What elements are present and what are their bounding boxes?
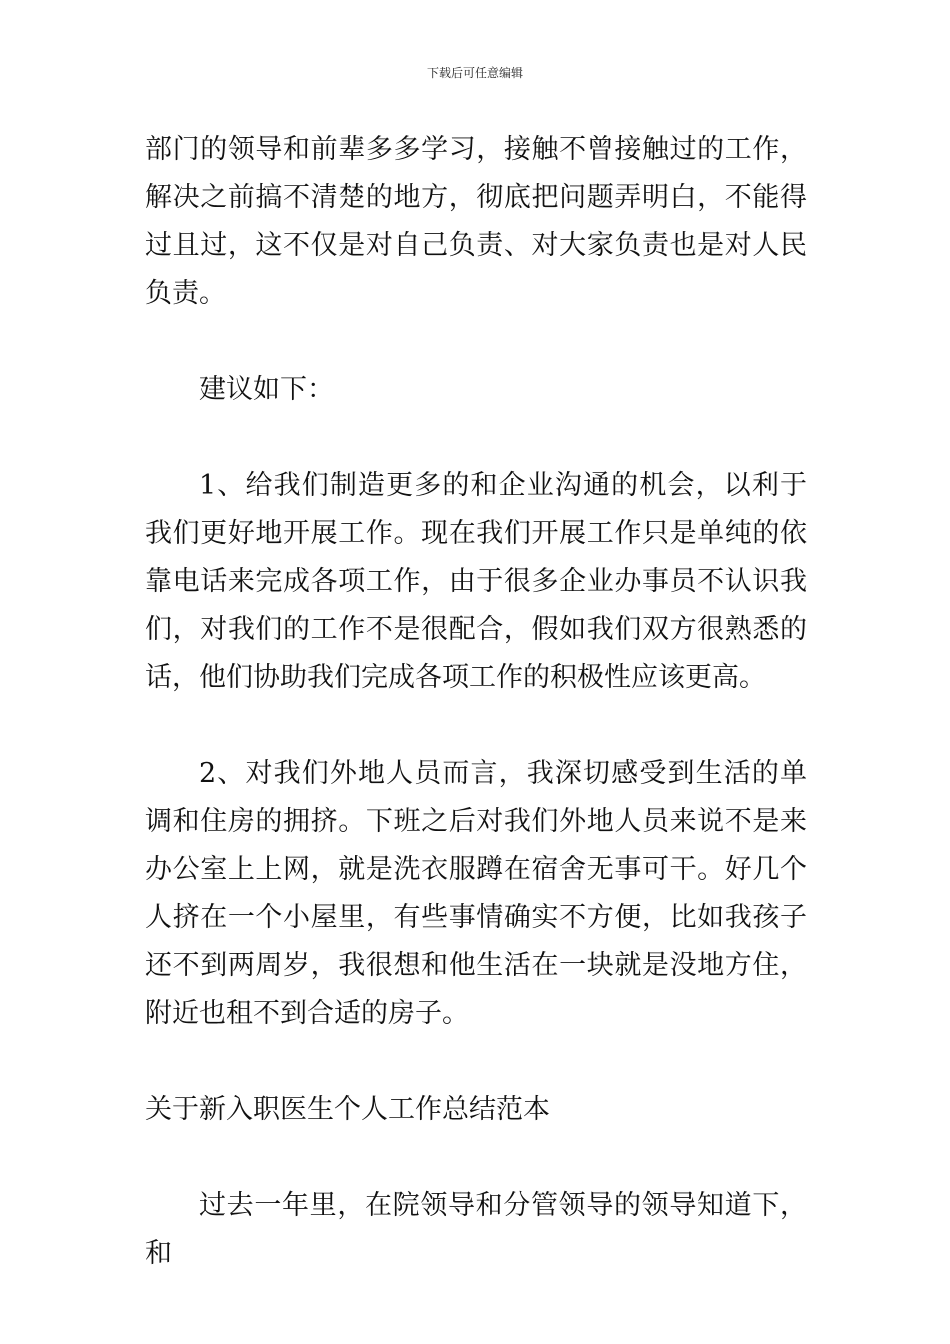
paragraph-summary-start: 过去一年里，在院领导和分管领导的领导知道下，和	[145, 1190, 807, 1269]
paragraph-gap	[145, 702, 807, 750]
header-note: 下载后可任意编辑	[426, 66, 523, 80]
document-body	[145, 126, 807, 1278]
paragraph-suggestions-heading: 建议如下：	[199, 374, 334, 405]
paragraph-gap	[145, 1038, 807, 1086]
paragraph-continuation: 部门的领导和前辈多多学习，接触不曾接触过的工作，解决之前搞不清楚的地方，彻底把问题弄明白，不能得过且过，这不仅是对自己负责、对大家负责也是对人民负责。	[145, 134, 807, 309]
paragraph-suggestion-2: 2、对我们外地人员而言，我深切感受到生活的单调和住房的拥挤。下班之后对我们外地人员来说不是来办公室上上网，就是洗衣服蹲在宿舍无事可干。好几个人挤在一个小屋里，有些事情确实不方便，比如我孩子还不到两周岁，我很想和他生活在一块就是没地方住，附近也租不到合适的房子。	[145, 758, 807, 1029]
section-title: 关于新入职医生个人工作总结范本	[145, 1094, 550, 1125]
paragraph-gap	[145, 414, 807, 462]
paragraph-gap	[145, 318, 807, 366]
paragraph-suggestion-1: 1、给我们制造更多的和企业沟通的机会，以利于我们更好地开展工作。现在我们开展工作只是单纯的依靠电话来完成各项工作，由于很多企业办事员不认识我们，对我们的工作不是很配合，假如我们双方很熟悉的话，他们协助我们完成各项工作的积极性应该更高。	[145, 470, 807, 693]
paragraph-gap	[145, 1134, 807, 1182]
